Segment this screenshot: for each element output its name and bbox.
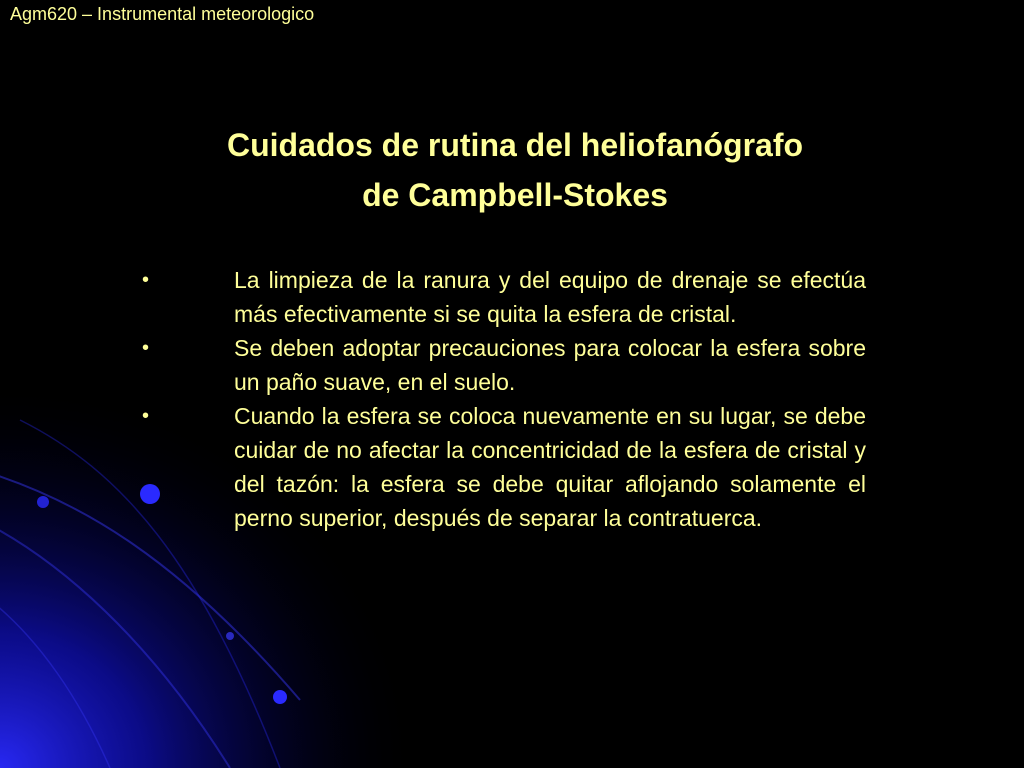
- orb-dot: [226, 632, 234, 640]
- course-label: Agm620 – Instrumental meteorologico: [10, 4, 315, 24]
- list-item: [140, 331, 866, 399]
- bullet-text: Cuando la esfera se coloca nuevamente en su lugar, se debe cuidar de no afectar la concentricidad de la esfera de cristal y del tazón: la esfera se debe quitar aflojando solamente el perno superior, después de separar la contratuerca.: [234, 403, 866, 531]
- bullet-icon: •: [142, 337, 150, 359]
- bullet-list: [140, 263, 866, 535]
- bullet-icon: •: [142, 405, 150, 427]
- title-line-2: de Campbell-Stokes: [362, 177, 668, 213]
- bullet-text: Se deben adoptar precauciones para colocar la esfera sobre un paño suave, en el suelo.: [234, 335, 866, 395]
- bullet-icon: •: [142, 269, 150, 291]
- slide-title: [120, 120, 910, 220]
- bullet-text: La limpieza de la ranura y del equipo de drenaje se efectúa más efectivamente si se quita la esfera de cristal.: [234, 267, 866, 327]
- list-item: [140, 399, 866, 535]
- title-line-1: Cuidados de rutina del heliofanógrafo: [226, 127, 804, 163]
- orb-dot: [37, 496, 49, 508]
- orb-dot: [273, 690, 287, 704]
- list-item: [140, 263, 866, 331]
